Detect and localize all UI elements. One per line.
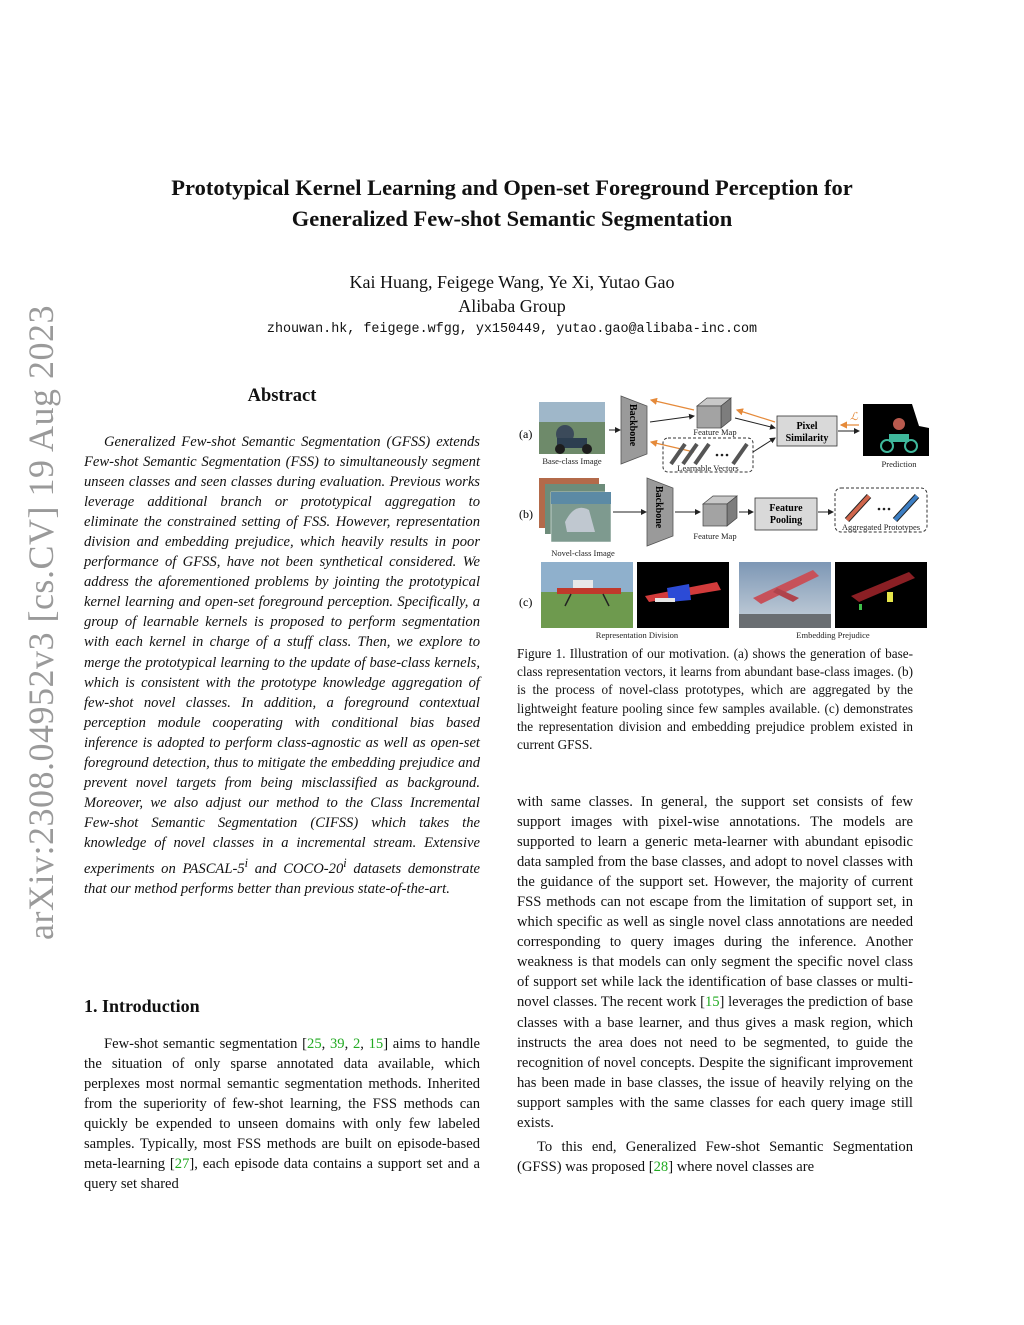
feature-map-b-label: Feature Map xyxy=(693,531,737,541)
base-class-image-label: Base-class Image xyxy=(542,456,602,466)
feature-map-cube-b xyxy=(703,496,737,526)
intro-text: Few-shot semantic segmentation [ xyxy=(104,1036,308,1052)
right-text: with same classes. In general, the support set consists of few support images with pixel-wise annotations. The models are supported to learn a generic meta-learner with abundant episodic data sampled from the base classes, and adopt to novel classes with the guidance of the support set. However, the majority of current FSS methods can not escape from the limitation of support set, in which specific as well as single novel class annotations are needed corresponding to query images during the inference. Another weakness is that models can only segment the specific novel class of support set while lack the identification of base classes or multi-novel classes. The recent work [ xyxy=(517,794,913,1011)
novel-class-image-label: Novel-class Image xyxy=(551,548,615,558)
segmentation-mask-2 xyxy=(835,562,927,628)
author-names: Kai Huang, Feigege Wang, Ye Xi, Yutao Gao xyxy=(349,272,675,292)
aggregated-prototypes-label: Aggregated Prototypes xyxy=(841,522,921,532)
pixel-similarity-label-1: Pixel xyxy=(796,421,818,432)
feature-pooling-label-1: Feature xyxy=(769,503,803,514)
pixel-similarity-label-2: Similarity xyxy=(785,433,829,444)
right-text: ] where novel classes are xyxy=(668,1158,815,1175)
backbone-a-label: Backbone xyxy=(627,404,638,447)
abstract-text-part: datasets demonstrate that our method performs better than previous state-of-the-art. xyxy=(84,860,480,897)
section-heading-introduction: 1. Introduction xyxy=(84,996,200,1016)
abstract-heading: Abstract xyxy=(247,386,317,406)
novel-class-images xyxy=(539,478,611,542)
author-emails: zhouwan.hk, feigege.wfgg, yx150449, yutao.gao@alibaba-inc.com xyxy=(266,322,758,337)
citation-link[interactable]: 15 xyxy=(704,994,720,1011)
intro-paragraph xyxy=(84,1034,480,1194)
feature-map-a-label: Feature Map xyxy=(693,427,737,437)
figure-1-caption: Figure 1. Illustration of our motivation. (a) shows the generation of base-class representation vectors, it learns from abundant base-class images. (b) is the process of novel-class prototypes, which are aggregated by the lightweight feature pooling since few samples available. (c) demonstrates the representation division and embedding prejudice problem existed in current GFSS. xyxy=(517,646,913,753)
right-text: To this end, Generalized Few-shot Semantic Segmentation (GFSS) was proposed [ xyxy=(517,1138,913,1175)
citation-link[interactable]: 25 xyxy=(307,1036,322,1052)
separator: , xyxy=(321,1036,330,1052)
base-class-image xyxy=(539,402,605,454)
title-line-1: Prototypical Kernel Learning and Open-set Foreground Perception for xyxy=(171,175,853,200)
segmentation-mask-1 xyxy=(637,562,729,628)
feature-map-cube-a xyxy=(697,398,731,428)
separator: , xyxy=(344,1036,353,1052)
backbone-b-label: Backbone xyxy=(653,486,664,529)
loss-symbol: ℒ xyxy=(850,411,858,423)
aggregated-prototype-bars xyxy=(847,496,917,520)
superscript-i: i xyxy=(244,855,249,870)
figure-1-diagram xyxy=(517,392,937,642)
prediction-image xyxy=(863,404,929,456)
right-column-text xyxy=(517,792,913,1177)
affiliation: Alibaba Group xyxy=(458,296,566,316)
author-block xyxy=(60,270,964,318)
superscript-i: i xyxy=(343,855,347,870)
label-c: (c) xyxy=(519,595,533,609)
airplane-photo-1 xyxy=(541,562,633,628)
representation-division-label: Representation Division xyxy=(595,630,679,640)
abstract-text-part: and COCO-20 xyxy=(248,860,344,877)
label-b: (b) xyxy=(519,507,533,521)
intro-text: ], each episode data contains a support set and a query set shared xyxy=(84,1156,480,1193)
feature-pooling-label-2: Pooling xyxy=(769,515,803,526)
label-a: (a) xyxy=(519,427,533,441)
paper-title xyxy=(60,172,964,234)
learnable-vector-bars xyxy=(671,444,747,464)
citation-link[interactable]: 28 xyxy=(653,1158,669,1175)
right-text: ] leverages the prediction of base classes with a base learner, and thus gives a mask region, which instructs the area does not need to be segmented, to guide the recognition of novel concepts. Despite the significant improvement has been made in base classes, the issue of heavily relying on the support samples with the same classes for each query image still exists. xyxy=(517,994,913,1131)
abstract-text-part: Generalized Few-shot Semantic Segmentation (GFSS) extends Few-shot Semantic Segmentation (FSS) to simultaneously segment unseen classes and seen classes during evaluation. Previous works leverage additional branch or prototypical aggregation to eliminate the constrained setting of FSS. However, representation division and embedding prejudice, which heavily results in poor performance of GFSS, have not been synthetical considered. We address the aforementioned problems by jointing the prototypical kernel learning and open-set foreground perception. Specifically, a group of learnable kernels is proposed to perform segmentation with each kernel in charge of a stuff class. Then, we explore to merge the prototypical learning to the update of base-class kernels, which is consistent with the prototype knowledge aggregation of few-shot novel classes. In addition, a foreground contextual perception module cooperating with conditional bias based inference is adopted to perform class-agnostic as well as open-set foreground detection, thus to mitigate the embedding prejudice and prevent novel targets from being misclassified as background. Moreover, we also adjust our method to the Class Incremental Few-shot Semantic Segmentation (CIFSS) which takes the knowledge of novel classes in a incremental stream. Extensive experiments on PASCAL-5 xyxy=(84,434,480,877)
embedding-prejudice-label: Embedding Prejudice xyxy=(796,630,870,640)
title-line-2: Generalized Few-shot Semantic Segmentation xyxy=(291,206,733,231)
citation-link[interactable]: 39 xyxy=(329,1036,345,1052)
airplane-photo-2 xyxy=(739,562,831,628)
citation-link[interactable]: 15 xyxy=(368,1036,384,1052)
figure-1 xyxy=(517,392,937,642)
prediction-label: Prediction xyxy=(881,459,917,469)
learnable-vectors-label: Learnable Vectors xyxy=(677,463,739,473)
abstract-text xyxy=(84,432,480,899)
separator: , xyxy=(360,1036,369,1052)
right-paragraph-2 xyxy=(517,1137,913,1177)
citation-link[interactable]: 27 xyxy=(174,1156,190,1173)
arxiv-identifier: arXiv:2308.04952v3 [cs.CV] 19 Aug 2023 xyxy=(21,305,61,940)
intro-text: ] aims to handle the situation of only sparse annotated data available, which perplexes most normal semantic segmentation methods. Inherited from the superiority of few-shot learning, the FSS methods can quickly be expended to unseen domains with only few labeled samples. Typically, most FSS methods are built on episode-based meta-learning [ xyxy=(84,1036,481,1173)
right-paragraph-1 xyxy=(517,792,913,1133)
citation-link[interactable]: 2 xyxy=(352,1036,361,1052)
